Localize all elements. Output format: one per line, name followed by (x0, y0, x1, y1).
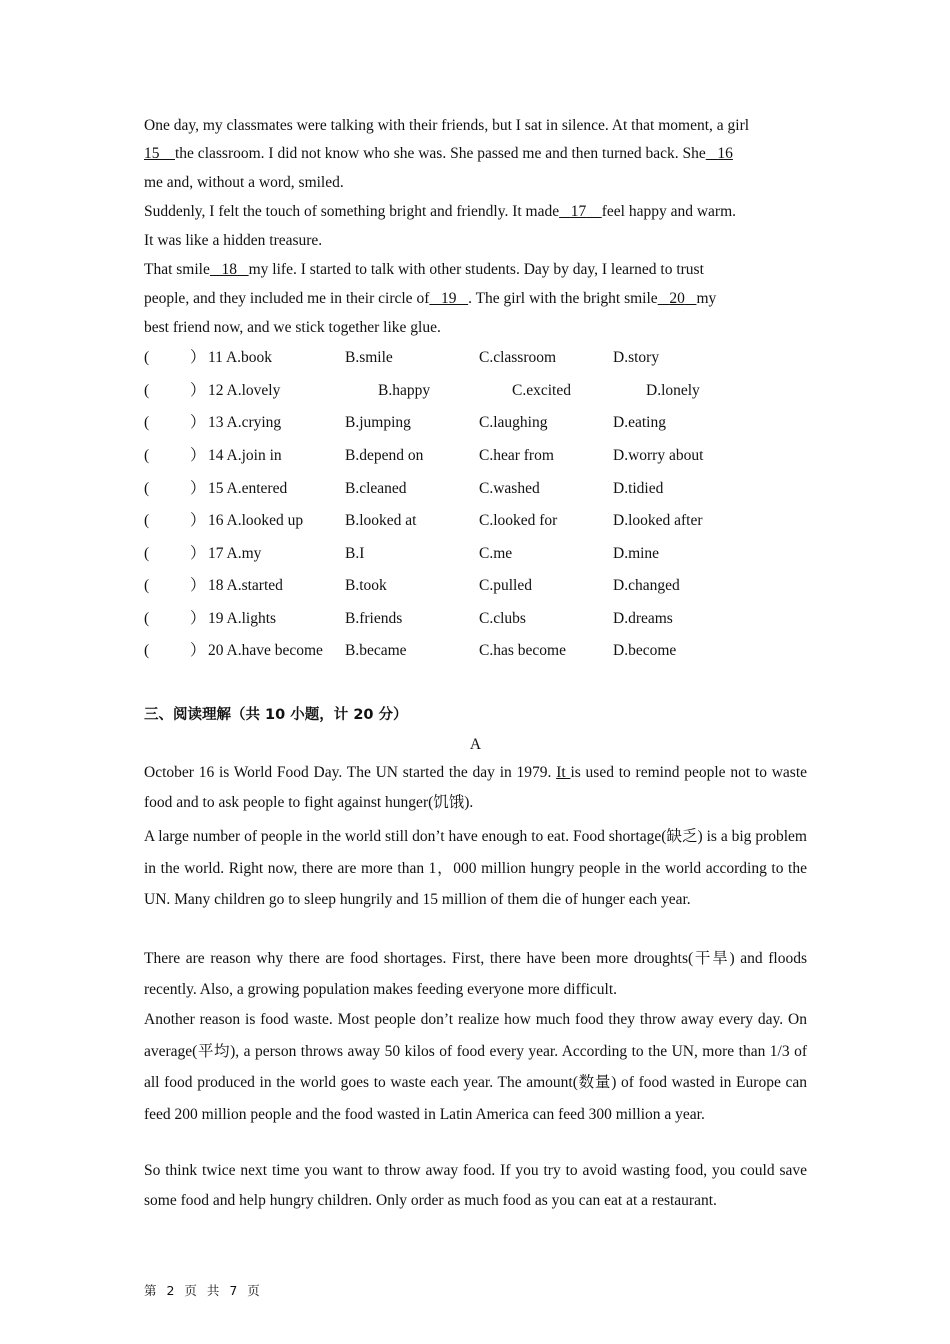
section-title: 三、阅读理解（共 10 小题，计 20 分） (144, 707, 408, 723)
reading-paragraph-5: So think twice next time you want to throw away food. If you try to avoid wasting food, you could save some food and help hungry children. Only order as much food as you can eat at a restaurant. (144, 1162, 807, 1209)
question-row (144, 478, 807, 500)
option-c: C.looked for (479, 512, 558, 529)
cloze-line-6 (144, 259, 807, 281)
option-b: B.looked at (345, 512, 417, 529)
option-d: D.worry about (613, 447, 704, 464)
paren-close: ） (190, 610, 206, 627)
answer-paren[interactable]: ( (144, 382, 150, 399)
blank-20: 20 (669, 290, 685, 307)
paren-close: ） (190, 349, 206, 366)
question-row (144, 347, 807, 369)
option-d: D.become (613, 642, 677, 659)
cloze-text: . The girl with the bright smile (468, 290, 658, 307)
option-d: D.mine (613, 545, 660, 562)
option-a: 16 A.looked up (208, 512, 304, 529)
answer-paren[interactable]: ( (144, 610, 150, 627)
option-a: 15 A.entered (208, 480, 288, 497)
passage-label: A (469, 736, 482, 753)
cloze-line-8 (144, 317, 807, 339)
paren-close: ） (190, 447, 206, 464)
option-c: C.washed (479, 480, 540, 497)
option-d: D.tidied (613, 480, 664, 497)
question-row (144, 575, 807, 597)
option-d: D.looked after (613, 512, 703, 529)
question-row (144, 608, 807, 630)
reading-paragraph-1 (144, 758, 807, 818)
cloze-text: the classroom. I did not know who she was. She passed me and then turned back. She (175, 145, 706, 162)
reading-text: October 16 is World Food Day. The UN started the day in 1979. (144, 764, 557, 781)
reading-text: is used to remind people not to waste food and to ask people to fight against hunger(饥饿). (144, 764, 808, 811)
option-a: 18 A.started (208, 577, 283, 594)
question-row (144, 543, 807, 565)
blank-15: 15 (144, 145, 160, 162)
option-c: C.classroom (479, 349, 557, 366)
option-b: B.jumping (345, 414, 411, 431)
answer-paren[interactable]: ( (144, 642, 150, 659)
option-b: B.depend on (345, 447, 424, 464)
cloze-text: best friend now, and we stick together like glue. (144, 319, 441, 336)
option-c: C.laughing (479, 414, 548, 431)
option-d: D.story (613, 349, 660, 366)
cloze-text: me and, without a word, smiled. (144, 174, 344, 191)
option-b: B.smile (345, 349, 393, 366)
answer-paren[interactable]: ( (144, 480, 150, 497)
option-c: C.has become (479, 642, 566, 659)
paren-close: ） (190, 577, 206, 594)
blank-18: 18 (221, 261, 237, 278)
paren-close: ） (190, 512, 206, 529)
option-d: D.eating (613, 414, 666, 431)
cloze-text: Suddenly, I felt the touch of something bright and friendly. It made (144, 203, 560, 220)
cloze-text: my (696, 290, 717, 307)
option-a: 19 A.lights (208, 610, 277, 627)
cloze-text: It was like a hidden treasure. (144, 232, 323, 249)
question-row (144, 445, 807, 467)
option-d: D.lonely (646, 382, 700, 399)
cloze-text: people, and they included me in their circle of (144, 290, 430, 307)
question-row (144, 640, 807, 662)
paren-close: ） (190, 642, 206, 659)
page-footer: 第 2 页 共 7 页 (144, 1283, 263, 1298)
paren-close: ） (190, 545, 206, 562)
blank-16: 16 (717, 145, 733, 162)
question-row (144, 380, 807, 402)
answer-paren[interactable]: ( (144, 349, 150, 366)
question-row (144, 510, 807, 532)
answer-paren[interactable]: ( (144, 577, 150, 594)
cloze-line-2 (144, 143, 807, 165)
option-b: B.took (345, 577, 387, 594)
option-c: C.me (479, 545, 513, 562)
cloze-line-5 (144, 230, 807, 252)
paren-close: ） (190, 480, 206, 497)
option-b: B.happy (378, 382, 431, 399)
paren-close: ） (190, 382, 206, 399)
cloze-text: my life. I started to talk with other students. Day by day, I learned to trust (248, 261, 704, 278)
option-c: C.excited (512, 382, 571, 399)
option-a: 11 A.book (208, 349, 273, 366)
cloze-line-7 (144, 288, 807, 310)
option-a: 12 A.lovely (208, 382, 281, 399)
reading-paragraph-4: Another reason is food waste. Most people don’t realize how much food they throw away every day. On average(平均), a person throws away 50 kilos of food every year. According to the UN, more than 1/3 of all food produced in the world goes to waste each year. The amount(数量) of food wasted in Europe can feed 200 million people and the food wasted in Latin America can feed 300 million a year. (144, 1011, 807, 1123)
option-b: B.I (345, 545, 365, 562)
option-b: B.cleaned (345, 480, 407, 497)
question-row (144, 412, 807, 434)
cloze-text: feel happy and warm. (601, 203, 737, 220)
underlined-it: It (556, 764, 571, 781)
answer-paren[interactable]: ( (144, 414, 150, 431)
answer-paren[interactable]: ( (144, 447, 150, 464)
option-a: 14 A.join in (208, 447, 282, 464)
cloze-text: One day, my classmates were talking with their friends, but I sat in silence. At that moment, a girl (144, 117, 750, 134)
reading-paragraph-2: A large number of people in the world still don’t have enough to eat. Food shortage(缺乏) is a big problem in the world. Right now, there are more than 1，000 million hungry people in the world according to the UN. Many children go to sleep hungrily and 15 million of them die of hunger each year. (144, 828, 807, 908)
option-a: 13 A.crying (208, 414, 282, 431)
option-b: B.friends (345, 610, 403, 627)
option-a: 20 A.have become (208, 642, 323, 659)
answer-paren[interactable]: ( (144, 545, 150, 562)
blank-19: 19 (440, 290, 457, 307)
cloze-line-3 (144, 172, 807, 194)
paren-close: ） (190, 414, 206, 431)
option-c: C.pulled (479, 577, 532, 594)
option-b: B.became (345, 642, 407, 659)
answer-paren[interactable]: ( (144, 512, 150, 529)
option-a: 17 A.my (208, 545, 262, 562)
cloze-text: That smile (144, 261, 210, 278)
cloze-line-1 (144, 115, 807, 137)
blank-17: 17 (570, 203, 587, 220)
option-d: D.dreams (613, 610, 673, 627)
reading-paragraph-3: There are reason why there are food shortages. First, there have been more droughts(干旱) and floods recently. Also, a growing population makes feeding everyone more difficult. (144, 950, 807, 998)
cloze-line-4 (144, 201, 807, 223)
option-c: C.clubs (479, 610, 526, 627)
option-d: D.changed (613, 577, 680, 594)
option-c: C.hear from (479, 447, 554, 464)
